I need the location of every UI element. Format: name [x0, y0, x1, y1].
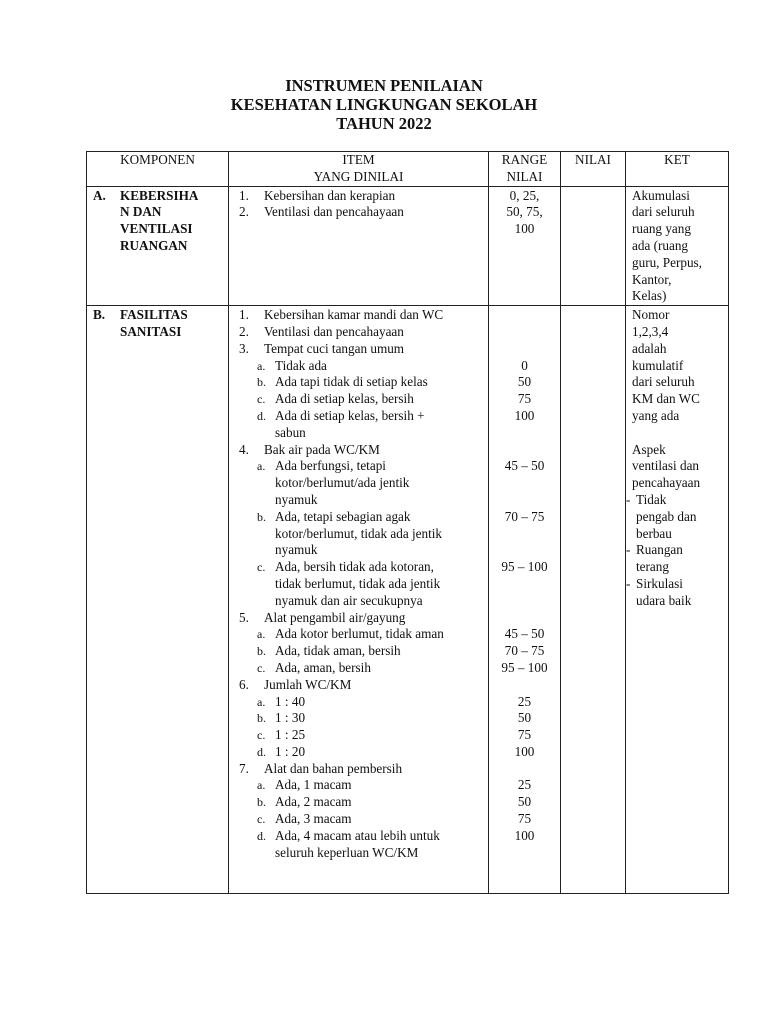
- sub-item: c. Ada, bersih tidak ada kotoran, tidak berlumut, tidak ada jentik nyamuk dan air secukupnya: [257, 559, 441, 608]
- sub-item: b. Ada, tidak aman, bersih: [257, 643, 401, 659]
- komponen-line: SANITASI: [120, 323, 182, 339]
- sub-item: b. Ada tapi tidak di setiap kelas: [257, 374, 428, 390]
- list-item: 6. Jumlah WC/KM: [239, 676, 352, 692]
- ket-line: Kantor,: [632, 271, 672, 287]
- sub-item: a. 1 : 40: [257, 693, 306, 709]
- range-value: 0: [521, 357, 528, 373]
- nilai-cell-b[interactable]: [561, 306, 626, 894]
- table-row-b: [87, 306, 729, 894]
- sub-item: a. Ada, 1 macam: [257, 777, 352, 793]
- range-value: 45 – 50: [504, 458, 545, 474]
- title-line-2: KESEHATAN LINGKUNGAN SEKOLAH: [230, 95, 538, 114]
- range-value: 50: [517, 374, 532, 390]
- ket-cell-b: [626, 306, 729, 894]
- ket-bullet: - Ruangan terang: [626, 542, 683, 575]
- sub-item: b. 1 : 30: [257, 710, 306, 726]
- assessment-table: [86, 151, 729, 894]
- sub-item: b. Ada, tetapi sebagian agak kotor/berlumut, tidak ada jentik nyamuk: [257, 508, 443, 558]
- ket-line: Nomor: [632, 307, 670, 323]
- range-value: 50: [517, 710, 532, 726]
- sub-item: a. Tidak ada: [257, 357, 327, 373]
- komponen-line: FASILITAS: [120, 307, 188, 323]
- range-value: 100: [514, 221, 535, 237]
- range-value: 95 – 100: [501, 559, 548, 575]
- header-ket: KET: [626, 152, 729, 187]
- items-cell-b: [229, 306, 489, 894]
- range-value: 75: [517, 811, 532, 827]
- ket-line: 1,2,3,4: [632, 323, 669, 339]
- range-cell-a: [489, 186, 561, 306]
- header-komponen: KOMPONEN: [87, 152, 229, 187]
- ket-line: KM dan WC: [632, 391, 700, 407]
- sub-item: c. 1 : 25: [257, 727, 306, 743]
- ket-line: ada (ruang: [632, 237, 689, 253]
- range-value: 25: [517, 777, 532, 793]
- komponen-cell-a: [87, 186, 229, 306]
- list-item: 1. Kebersihan kamar mandi dan WC: [239, 307, 444, 323]
- header-item: ITEM YANG DINILAI: [229, 152, 489, 187]
- ket-bullet: - Sirkulasi udara baik: [626, 575, 692, 608]
- ket-line: kumulatif: [632, 357, 684, 373]
- ket-line: pencahayaan: [632, 475, 701, 491]
- sub-item: c. Ada, aman, bersih: [257, 659, 371, 675]
- row-letter-a: A.: [93, 187, 106, 203]
- komponen-line: VENTILASI: [120, 221, 193, 237]
- komponen-line: KEBERSIHA: [120, 187, 199, 203]
- header-nilai: NILAI: [561, 152, 626, 187]
- range-value: 75: [517, 391, 532, 407]
- ket-line: dari seluruh: [632, 204, 695, 220]
- table-row-a: [87, 186, 729, 306]
- items-cell-a: [229, 186, 489, 306]
- sub-item: d. Ada di setiap kelas, bersih + sabun: [257, 407, 425, 440]
- komponen-cell-b: [87, 306, 229, 894]
- ket-line: Kelas): [632, 288, 667, 304]
- range-value: 70 – 75: [504, 508, 545, 524]
- ket-line: guru, Perpus,: [632, 254, 702, 270]
- row-letter-b: B.: [93, 307, 106, 323]
- range-value: 45 – 50: [504, 626, 545, 642]
- range-value: 100: [514, 743, 535, 759]
- ket-line: ventilasi dan: [632, 458, 700, 474]
- document-title: [0, 76, 768, 133]
- header-range: RANGE NILAI: [489, 152, 561, 187]
- list-item: 2. Ventilasi dan pencahayaan: [239, 323, 404, 339]
- ket-line: adalah: [632, 340, 667, 356]
- range-value: 100: [514, 827, 535, 843]
- range-value: 25: [517, 693, 532, 709]
- ket-line: ruang yang: [632, 221, 691, 237]
- sub-item: b. Ada, 2 macam: [257, 794, 352, 810]
- ket-line: dari seluruh: [632, 374, 695, 390]
- range-value: 100: [514, 407, 535, 423]
- ket-cell-a: [626, 186, 729, 306]
- list-item: 5. Alat pengambil air/gayung: [239, 609, 406, 625]
- sub-item: d. 1 : 20: [257, 743, 306, 759]
- ket-line: Akumulasi: [632, 187, 690, 203]
- nilai-cell-a[interactable]: [561, 186, 626, 306]
- list-item: 3. Tempat cuci tangan umum: [239, 340, 405, 356]
- title-line-1: INSTRUMEN PENILAIAN: [285, 76, 483, 95]
- sub-item: c. Ada di setiap kelas, bersih: [257, 391, 414, 407]
- list-item: 2. Ventilasi dan pencahayaan: [239, 204, 404, 220]
- title-line-3: TAHUN 2022: [336, 114, 432, 133]
- range-value: 70 – 75: [504, 643, 545, 659]
- sub-item: a. Ada berfungsi, tetapi kotor/berlumut/ada jentik nyamuk: [257, 458, 410, 507]
- list-item: 1. Kebersihan dan kerapian: [239, 187, 396, 203]
- sub-item: d. Ada, 4 macam atau lebih untuk seluruh keperluan WC/KM: [257, 827, 440, 860]
- ket-line: Aspek: [632, 441, 666, 457]
- range-value: 95 – 100: [501, 659, 548, 675]
- range-value: 0, 25,: [509, 187, 540, 203]
- range-value: 75: [517, 727, 532, 743]
- komponen-line: RUANGAN: [120, 237, 188, 253]
- sub-item: a. Ada kotor berlumut, tidak aman: [257, 626, 444, 642]
- ket-bullet: - Tidak pengab dan berbau: [626, 491, 697, 541]
- list-item: 7. Alat dan bahan pembersih: [239, 760, 403, 776]
- sub-item: c. Ada, 3 macam: [257, 811, 352, 827]
- list-item: 4. Bak air pada WC/KM: [239, 441, 380, 457]
- range-value: 50: [517, 794, 532, 810]
- range-cell-b: [489, 306, 561, 894]
- komponen-line: N DAN: [120, 204, 162, 220]
- ket-line: yang ada: [632, 407, 680, 423]
- range-value: 50, 75,: [506, 204, 543, 220]
- table-header-row: [87, 152, 729, 187]
